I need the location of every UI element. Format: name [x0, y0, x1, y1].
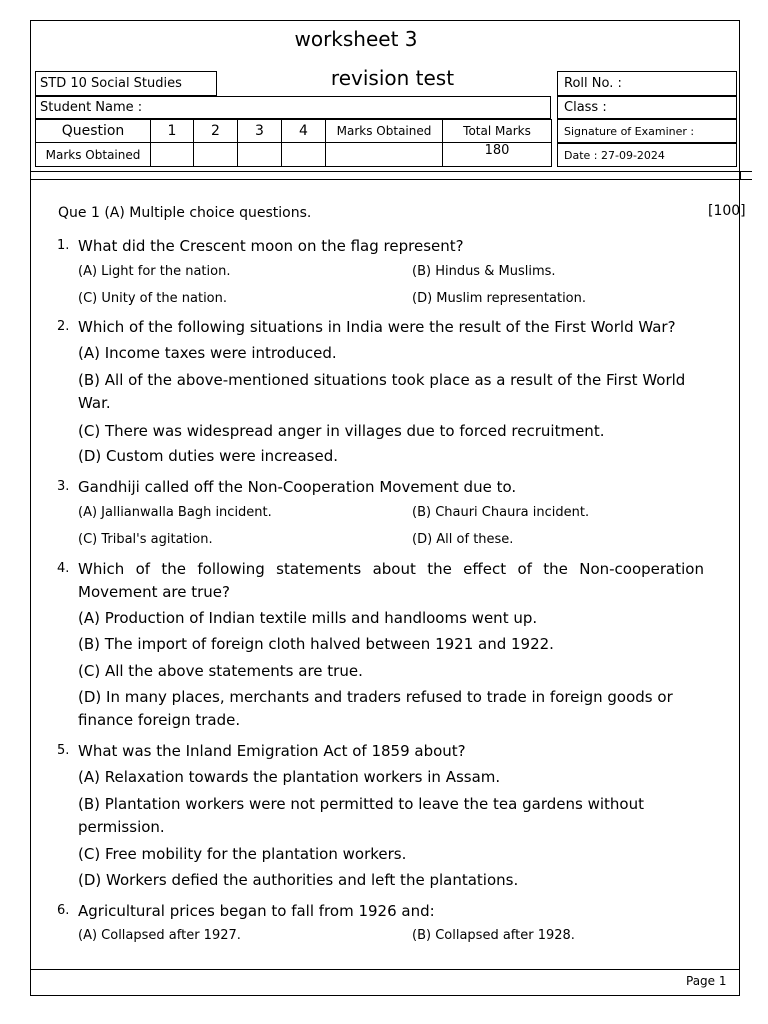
option-d[interactable]: (D) All of these.	[412, 532, 514, 547]
roll-no-field[interactable]	[557, 71, 737, 96]
question-number: 3.	[57, 479, 70, 494]
signature-label: Signature of Examiner :	[564, 124, 695, 138]
option-c[interactable]: (C) Unity of the nation.	[78, 291, 228, 306]
date-field	[557, 143, 737, 167]
option-a[interactable]: (A) Jallianwalla Bagh incident.	[78, 505, 272, 520]
option-b[interactable]: (B) Plantation workers were not permitted to leave the tea gardens without permission.	[78, 795, 644, 836]
marks-table-header-total-marks: Total Marks	[443, 120, 552, 143]
option-b[interactable]: (B) All of the above-mentioned situations took place as a result of the First World War.	[78, 371, 686, 412]
option-d[interactable]: (D) Muslim representation.	[412, 291, 587, 306]
question-number: 1.	[57, 238, 70, 253]
option-d[interactable]: (D) Workers defied the authorities and left the plantations.	[78, 871, 519, 889]
marks-table-header-q4: 4	[282, 120, 326, 143]
roll-no-label: Roll No. :	[564, 76, 622, 91]
marks-cell-total: 180	[443, 143, 552, 167]
option-c[interactable]: (C) All the above statements are true.	[78, 662, 363, 680]
option-a[interactable]: (A) Relaxation towards the plantation workers in Assam.	[78, 768, 501, 786]
worksheet-title: worksheet 3	[294, 27, 418, 51]
question-number: 4.	[57, 561, 70, 576]
option-b[interactable]: (B) Hindus & Muslims.	[412, 264, 556, 279]
option-d[interactable]: (D) In many places, merchants and traders refused to trade in foreign goods or finance foreign trade.	[78, 688, 673, 729]
marks-table-header-q3: 3	[238, 120, 282, 143]
class-field[interactable]	[557, 96, 737, 119]
option-c[interactable]: (C) There was widespread anger in villages due to forced recruitment.	[78, 422, 605, 440]
date-label: Date : 27-09-2024	[564, 148, 665, 162]
question-number: 5.	[57, 743, 70, 758]
question-text: What was the Inland Emigration Act of 1859 about?	[78, 742, 466, 760]
student-name-field[interactable]	[35, 96, 551, 119]
question-text: Gandhiji called off the Non-Cooperation Movement due to.	[78, 478, 517, 496]
option-a[interactable]: (A) Income taxes were introduced.	[78, 344, 337, 362]
section-marks: [100]	[708, 203, 746, 219]
marks-cell-q1[interactable]	[151, 143, 194, 167]
subject-label: STD 10 Social Studies	[40, 76, 182, 91]
question-number: 6.	[57, 903, 70, 918]
header-divider-top	[30, 171, 752, 172]
option-a[interactable]: (A) Production of Indian textile mills and handlooms went up.	[78, 609, 538, 627]
footer-divider	[30, 969, 740, 970]
page-number: Page 1	[686, 974, 727, 988]
marks-table-header-q2: 2	[194, 120, 238, 143]
marks-cell-q2[interactable]	[194, 143, 238, 167]
header-divider-bottom	[30, 179, 752, 180]
marks-cell-obtained[interactable]	[326, 143, 443, 167]
option-a[interactable]: (A) Light for the nation.	[78, 264, 231, 279]
class-label: Class :	[564, 100, 607, 115]
option-b[interactable]: (B) The import of foreign cloth halved between 1921 and 1922.	[78, 635, 554, 653]
marks-table-header-question: Question	[36, 120, 151, 143]
marks-table-row-label: Marks Obtained	[36, 143, 151, 167]
question-number: 2.	[57, 319, 70, 334]
marks-cell-q4[interactable]	[282, 143, 326, 167]
marks-table-header-q1: 1	[151, 120, 194, 143]
question-text: Agricultural prices began to fall from 1926 and:	[78, 902, 435, 920]
option-c[interactable]: (C) Free mobility for the plantation workers.	[78, 845, 407, 863]
option-b[interactable]: (B) Chauri Chaura incident.	[412, 505, 590, 520]
test-title: revision test	[330, 66, 455, 90]
subject-box	[35, 71, 217, 96]
header-divider-edge	[740, 171, 741, 179]
signature-field[interactable]	[557, 119, 737, 143]
option-a[interactable]: (A) Collapsed after 1927.	[78, 928, 241, 943]
question-text: Which of the following situations in India were the result of the First World War?	[78, 318, 676, 336]
option-c[interactable]: (C) Tribal's agitation.	[78, 532, 213, 547]
question-text: Which of the following statements about the effect of the Non-cooperation Movement are true?	[78, 560, 704, 601]
marks-table-header-marks-obtained: Marks Obtained	[326, 120, 443, 143]
marks-cell-q3[interactable]	[238, 143, 282, 167]
question-text: What did the Crescent moon on the flag represent?	[78, 237, 464, 255]
option-b[interactable]: (B) Collapsed after 1928.	[412, 928, 575, 943]
marks-table-header-row	[36, 120, 552, 143]
student-name-label: Student Name :	[40, 100, 143, 115]
option-d[interactable]: (D) Custom duties were increased.	[78, 447, 338, 465]
marks-table	[35, 119, 552, 167]
section-title: Que 1 (A) Multiple choice questions.	[58, 205, 312, 221]
marks-table-values-row	[36, 143, 552, 167]
